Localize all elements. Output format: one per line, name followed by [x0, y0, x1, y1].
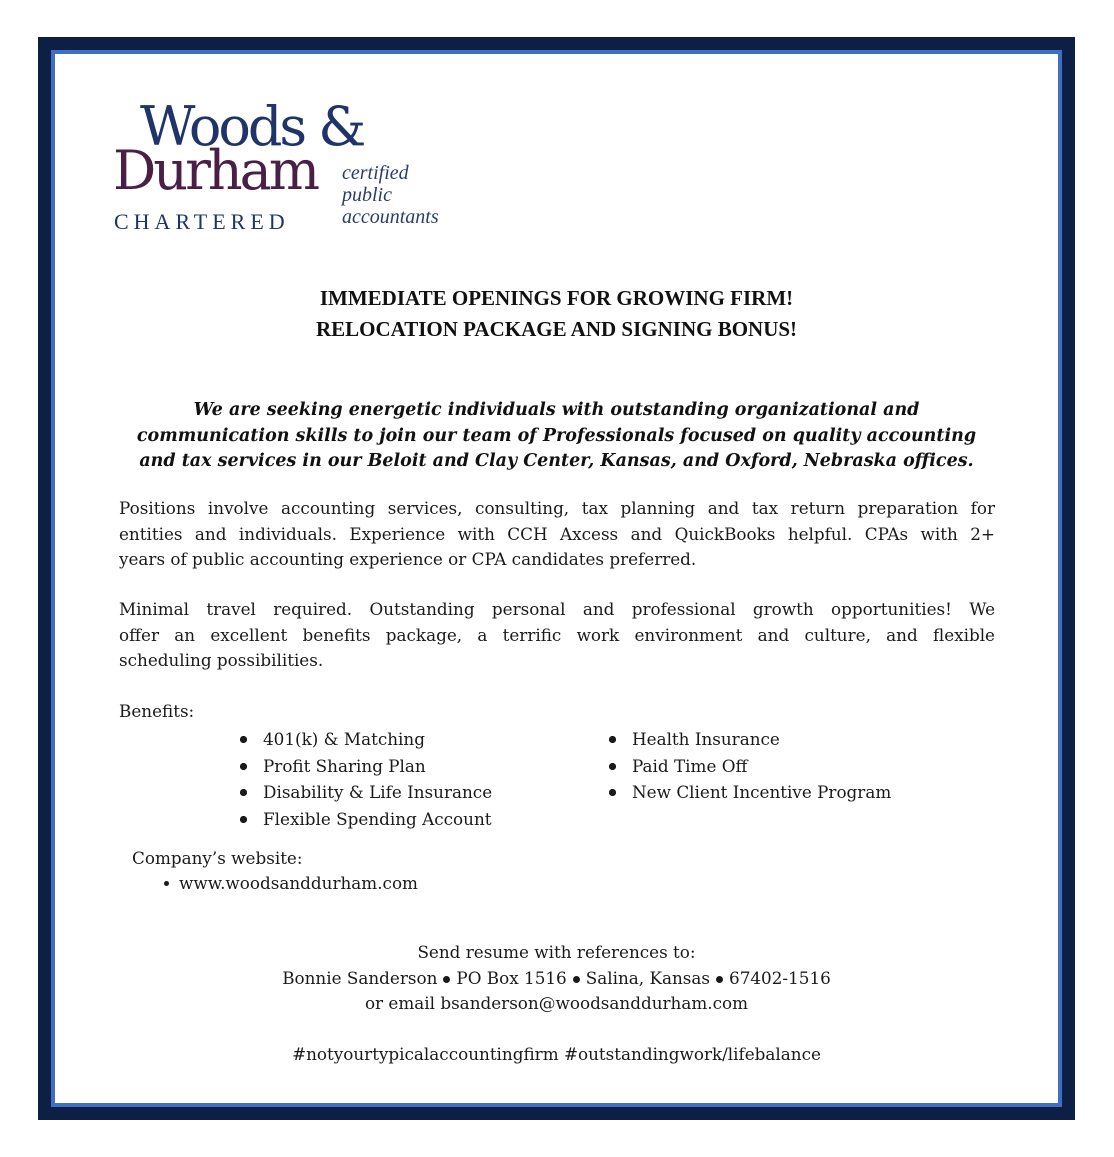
paragraph-line: Positions involve accounting services, consulting, tax planning and tax return preparation for: [119, 498, 995, 518]
company-logo: [113, 95, 473, 240]
benefits-label: Benefits:: [119, 701, 195, 721]
contact-city: Salina, Kansas: [585, 967, 711, 988]
list-item: [238, 726, 492, 753]
contact-instruction: Send resume with references to:: [417, 942, 696, 962]
contact-address: [55, 966, 1058, 992]
list-item: [238, 753, 492, 780]
contact-po-box: PO Box 1516: [456, 967, 567, 988]
logo-tagline-line: accountants: [342, 206, 439, 228]
bullet-icon: [609, 789, 616, 796]
hashtags: #notyourtypicalaccountingfirm #outstandingwork/lifebalance: [292, 1044, 821, 1064]
paragraph-line: Minimal travel required. Outstanding personal and professional growth opportunities! We: [119, 599, 995, 619]
website-link[interactable]: www.woodsanddurham.com: [179, 873, 418, 893]
inner-border-frame: [51, 50, 1062, 1107]
paragraph-line: offer an excellent benefits package, a terrific work environment and culture, and flexible: [119, 624, 995, 645]
contact-zip: 67402-1516: [729, 967, 831, 988]
contact-email[interactable]: or email bsanderson@woodsanddurham.com: [364, 993, 749, 1013]
bullet-icon: [609, 763, 616, 770]
benefits-list-right: [607, 726, 891, 806]
logo-woods-text: Woods &: [140, 95, 364, 158]
benefit-text: Paid Time Off: [632, 755, 748, 776]
paragraph-line: entities and individuals. Experience with CCH Axcess and QuickBooks helpful. CPAs with 2+: [119, 523, 995, 544]
bullet-separator-icon: [573, 976, 580, 983]
benefit-text: New Client Incentive Program: [632, 782, 892, 803]
bullet-icon: [240, 789, 247, 796]
logo-chartered-text: CHARTERED: [114, 209, 290, 234]
website-label: Company’s website:: [132, 848, 303, 868]
list-item: [238, 779, 492, 806]
bullet-icon: [164, 881, 169, 886]
paragraph-line: scheduling possibilities.: [119, 650, 324, 670]
intro-line: and tax services in our Beloit and Clay Center, Kansas, and Oxford, Nebraska offices.: [139, 451, 974, 471]
contact-name: Bonnie Sanderson: [282, 967, 438, 988]
headline-line: IMMEDIATE OPENINGS FOR GROWING FIRM!: [319, 286, 794, 310]
positions-paragraph: [119, 496, 995, 573]
logo-tagline-line: public: [342, 184, 392, 206]
bullet-icon: [240, 763, 247, 770]
list-item: [607, 779, 891, 806]
contact-block: [55, 940, 1058, 1017]
headline-line: RELOCATION PACKAGE AND SIGNING BONUS!: [315, 317, 798, 341]
bullet-separator-icon: [716, 976, 723, 983]
benefit-text: Profit Sharing Plan: [263, 755, 426, 776]
benefit-text: 401(k) & Matching: [263, 729, 425, 749]
logo-tagline-line: certified: [342, 162, 409, 184]
intro-statement: [125, 398, 988, 475]
bullet-icon: [240, 816, 247, 823]
website-item: [164, 871, 418, 896]
paragraph-line: years of public accounting experience or CPA candidates preferred.: [119, 549, 697, 569]
benefit-text: Flexible Spending Account: [263, 808, 492, 829]
list-item: [607, 726, 891, 753]
intro-line: We are seeking energetic individuals with outstanding organizational and: [193, 400, 920, 420]
benefit-text: Disability & Life Insurance: [263, 782, 493, 803]
headline: [55, 283, 1058, 345]
outer-border-frame: [38, 37, 1075, 1120]
list-item: [238, 806, 492, 833]
bullet-icon: [609, 736, 616, 743]
logo-durham-text: Durham: [113, 139, 318, 202]
flyer-page: [55, 54, 1058, 1103]
benefits-list-left: [238, 726, 492, 832]
travel-paragraph: [119, 597, 995, 674]
bullet-icon: [240, 736, 247, 743]
benefit-text: Health Insurance: [632, 729, 780, 749]
logo-tagline: [342, 162, 439, 228]
bullet-separator-icon: [443, 976, 450, 983]
list-item: [607, 753, 891, 780]
intro-line: communication skills to join our team of Professionals focused on quality accounting: [136, 425, 977, 446]
